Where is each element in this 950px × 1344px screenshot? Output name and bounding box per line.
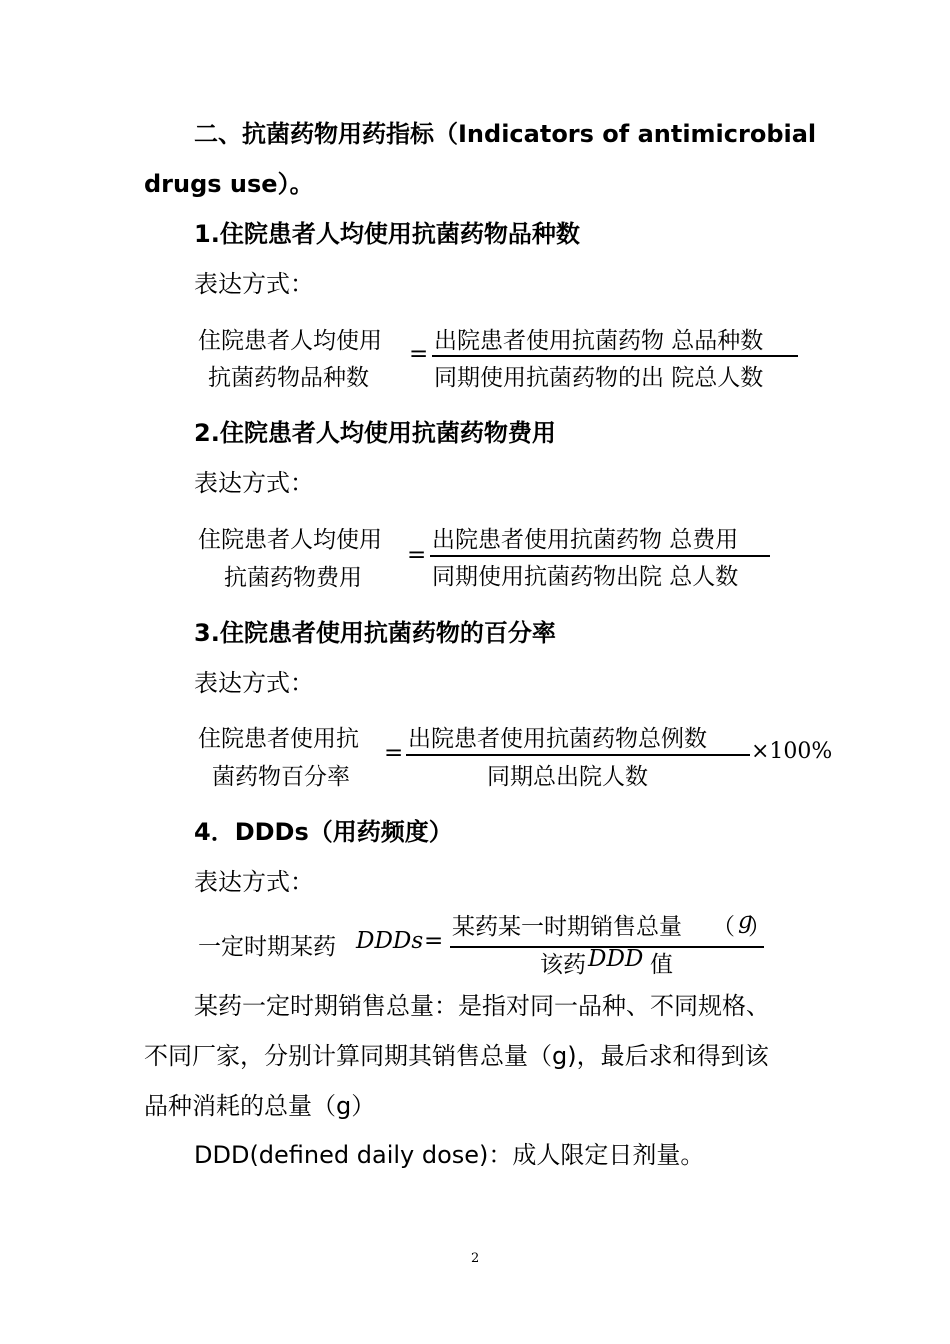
paragraph-line1: 某药一定时期销售总量：是指对同一品种、不同规格、 [194, 992, 770, 1020]
formula-2-fraction-bar [430, 555, 770, 557]
section-heading-line1: 二、抗菌药物用药指标（Indicators of antimicrobial [194, 120, 817, 148]
formula-4-equals: = [424, 928, 444, 954]
formula-3-denominator: 同期总出院人数 [487, 764, 648, 790]
subsection-title-4: 4．DDDs（用药频度） [194, 818, 453, 846]
formula-4-numerator-text: 某药某一时期销售总量 [452, 914, 682, 940]
formula-4-lhs-var: DDDs [356, 928, 424, 954]
ddd-definition: DDD(defined daily dose)：成人限定日剂量。 [194, 1141, 705, 1169]
formula-3-multiplier: ×100% [751, 739, 833, 764]
expression-label-2: 表达方式： [194, 469, 314, 497]
subsection-title-1: 1.住院患者人均使用抗菌药物品种数 [194, 220, 580, 248]
formula-1-denominator: 同期使用抗菌药物的出 院总人数 [434, 365, 764, 391]
formula-4-numerator-unit-close: ） [748, 914, 771, 940]
formula-3-numerator: 出院患者使用抗菌药物总例数 [408, 726, 707, 752]
subsection-title-3: 3.住院患者使用抗菌药物的百分率 [194, 619, 556, 647]
paragraph-line2: 不同厂家，分别计算同期其销售总量（g)，最后求和得到该 [144, 1042, 769, 1070]
expression-label-3: 表达方式： [194, 669, 314, 697]
formula-1-numerator: 出院患者使用抗菌药物 总品种数 [434, 328, 764, 354]
formula-2-lhs-line2: 抗菌药物费用 [224, 565, 362, 591]
formula-1-lhs-line1: 住院患者人均使用 [198, 328, 382, 354]
formula-3-lhs-line2: 菌药物百分率 [212, 764, 350, 790]
subsection-title-2: 2.住院患者人均使用抗菌药物费用 [194, 419, 556, 447]
formula-1-lhs-line2: 抗菌药物品种数 [208, 365, 369, 391]
formula-4-denominator-suffix: 值 [650, 952, 673, 978]
formula-2-denominator: 同期使用抗菌药物出院 总人数 [432, 564, 739, 590]
formula-3-fraction-bar [406, 754, 750, 756]
paragraph-line3: 品种消耗的总量（g） [144, 1092, 376, 1120]
expression-label-4: 表达方式： [194, 868, 314, 896]
expression-label-1: 表达方式： [194, 270, 314, 298]
formula-4-numerator-unit: g [738, 908, 753, 934]
formula-4-numerator-unit-open: （ [712, 914, 735, 940]
formula-2-equals: = [407, 542, 427, 568]
formula-4-denominator-prefix: 该药 [540, 952, 586, 978]
formula-1-fraction-bar [432, 355, 798, 357]
formula-3-lhs-line1: 住院患者使用抗 [198, 726, 359, 752]
formula-3-equals: = [384, 740, 404, 766]
section-heading-line2: drugs use）。 [144, 170, 314, 198]
page-number: 2 [471, 1251, 480, 1266]
formula-1-equals: = [409, 341, 429, 367]
formula-2-numerator: 出院患者使用抗菌药物 总费用 [432, 527, 739, 553]
formula-2-lhs-line1: 住院患者人均使用 [198, 527, 382, 553]
formula-4-lhs-prefix: 一定时期某药 [198, 934, 336, 960]
formula-4-denominator-var: DDD [588, 946, 644, 972]
